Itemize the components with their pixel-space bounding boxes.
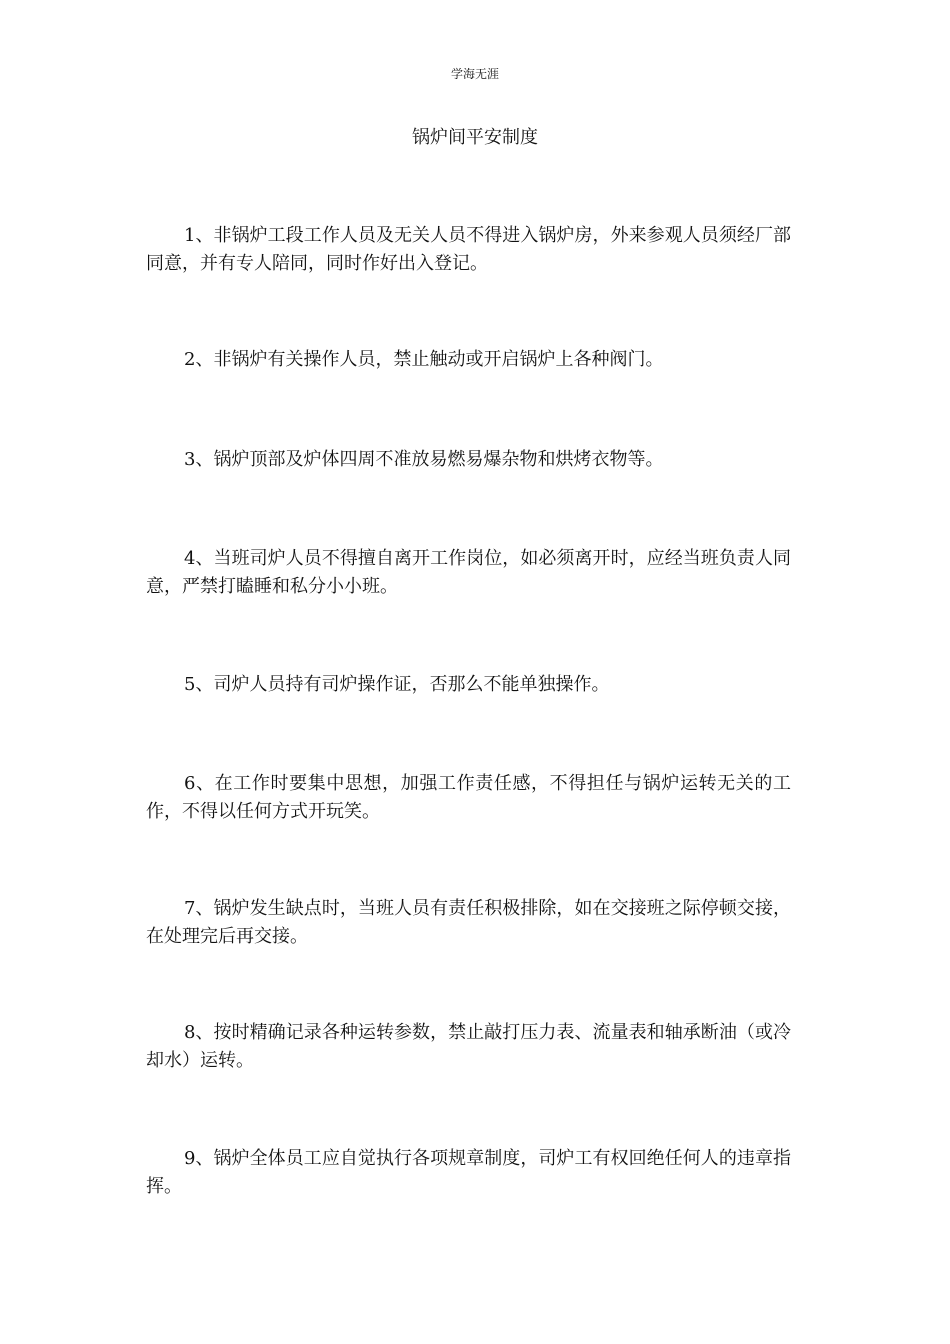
- rule-item-9: 9、锅炉全体员工应自觉执行各项规章制度，司炉工有权回绝任何人的违章指挥。: [146, 1148, 791, 1197]
- rule-item-7: 7、锅炉发生缺点时，当班人员有责任积极排除，如在交接班之际停顿交接，在处理完后再交接。: [146, 898, 791, 947]
- rule-item-8: 8、按时精确记录各种运转参数，禁止敲打压力表、流量表和轴承断油（或冷却水）运转。: [146, 1022, 791, 1071]
- page-header: 学海无涯: [450, 67, 499, 81]
- rule-item-6: 6、在工作时要集中思想，加强工作责任感，不得担任与锅炉运转无关的工作，不得以任何方式开玩笑。: [146, 773, 791, 822]
- rule-item-1: 1、非锅炉工段工作人员及无关人员不得进入锅炉房，外来参观人员须经厂部同意，并有专人陪同，同时作好出入登记。: [146, 225, 791, 274]
- rule-item-3: 3、锅炉顶部及炉体四周不准放易燃易爆杂物和烘烤衣物等。: [184, 449, 664, 470]
- rule-item-5: 5、司炉人员持有司炉操作证，否那么不能单独操作。: [184, 674, 610, 695]
- rule-item-4: 4、当班司炉人员不得擅自离开工作岗位，如必须离开时，应经当班负责人同意，严禁打瞌睡和私分小小班。: [146, 548, 791, 597]
- rule-item-2: 2、非锅炉有关操作人员，禁止触动或开启锅炉上各种阀门。: [184, 349, 664, 370]
- document-title: 锅炉间平安制度: [412, 127, 538, 148]
